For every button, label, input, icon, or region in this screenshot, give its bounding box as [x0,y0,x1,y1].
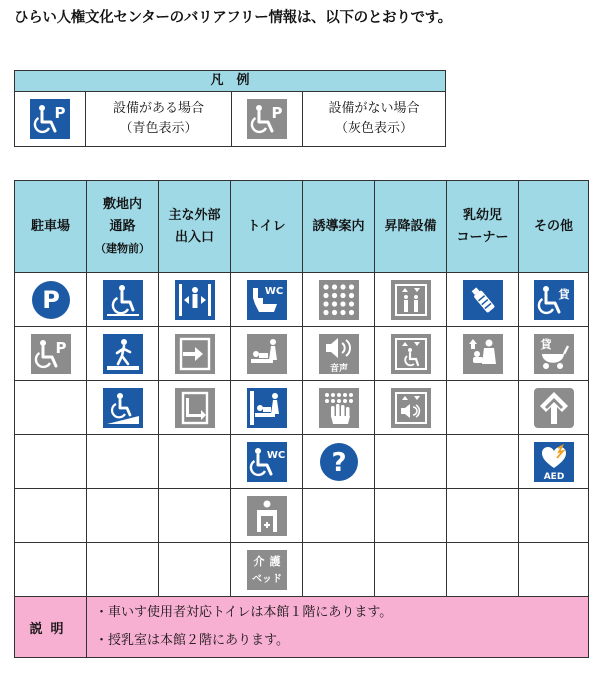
cell [87,543,159,597]
wheelchair-parking-icon [247,99,287,139]
evacuation-direction-icon [534,388,574,428]
nursing-room-icon [463,334,503,374]
wheelchair-parking-icon [31,334,71,374]
cell [519,543,589,597]
facility-table [14,180,589,658]
ostomate-icon [247,496,287,536]
wc-icon-text: WC [264,285,283,297]
cell [231,489,303,543]
cell [87,381,159,435]
p-icon-text: P [271,104,283,122]
aed-icon [534,442,574,482]
cell [231,327,303,381]
notes-body [87,597,589,658]
cell [303,435,375,489]
kaigo-icon-text-3: ベッド [251,573,282,585]
note-line: ・授乳室は本館２階にあります。 [95,633,289,648]
cell [231,435,303,489]
elevator-wheelchair-icon [391,334,431,374]
cell [15,543,87,597]
cell [375,489,447,543]
cell [447,327,519,381]
legend-available-note: （青色表示） [119,121,198,136]
cell [15,489,87,543]
cell [159,327,231,381]
cell [159,381,231,435]
baby-changing-icon [247,334,287,374]
cell [519,489,589,543]
cell [87,489,159,543]
cell [303,381,375,435]
exit-door-icon [175,388,215,428]
ramp-icon [103,388,143,428]
header-nursing-line1: 乳幼児 [462,207,502,223]
kashi-icon-text: 貸 [540,337,551,351]
legend-table [14,70,446,147]
header-parking: 駐車場 [15,181,87,273]
legend-unavailable-icon-cell [232,92,303,147]
cell [159,273,231,327]
cell [375,435,447,489]
cell [231,543,303,597]
header-nursing-line2: コーナー [456,229,509,245]
cell [87,435,159,489]
cell [303,489,375,543]
elevator-icon [391,280,431,320]
page-title: ひらい人権文化センターのバリアフリー情報は、以下のとおりです。 [14,10,452,26]
header-guidance: 誘導案内 [303,181,375,273]
p-icon-text: P [41,285,60,314]
notes-label: 説明 [15,597,87,658]
cell [159,435,231,489]
accessible-toilet-icon [247,442,287,482]
kaigo-icon-text-2: 護 [269,554,280,568]
cell [87,273,159,327]
header-elevator: 昇降設備 [375,181,447,273]
cell [159,489,231,543]
wheelchair-rental-icon [534,280,574,320]
cell [15,435,87,489]
cell [447,489,519,543]
automatic-door-icon [175,280,215,320]
question-icon-text: ? [330,447,347,478]
wheelchair-icon [103,280,143,320]
cell [447,435,519,489]
onsei-icon-text: 音声 [329,363,348,374]
cell [375,327,447,381]
header-path-sub: （建物前） [95,241,150,255]
p-icon-text: P [55,338,66,357]
cell [303,273,375,327]
header-toilet: トイレ [231,181,303,273]
parking-icon [31,280,71,320]
legend-unavailable-text [303,92,446,147]
cell [231,381,303,435]
cell [303,543,375,597]
p-icon-text: P [54,104,66,122]
header-path-line1: 敷地内 [102,196,142,212]
legend-available-label: 設備がある場合 [112,101,204,116]
header-entrance-line2: 出入口 [174,229,214,245]
wheelchair-parking-icon [30,99,70,139]
cell [15,273,87,327]
cell [375,381,447,435]
cell [519,381,589,435]
elevator-audio-icon [391,388,431,428]
cell [87,327,159,381]
wc-icon-text: WC [266,449,285,461]
legend-unavailable-note: （灰色表示） [334,121,413,136]
step-free-entrance-icon [103,334,143,374]
kaigo-icon-text-1: 介 [253,554,264,568]
audio-guidance-icon [319,334,359,374]
cell [519,273,589,327]
cell [519,435,589,489]
kashi-icon-text: 貸 [558,287,569,301]
legend-unavailable-label: 設備がない場合 [328,101,420,116]
cell [159,543,231,597]
legend-available-text [86,92,232,147]
stroller-rental-icon [534,334,574,374]
cell [447,381,519,435]
header-path-line2: 通路 [109,218,136,234]
baby-bottle-icon [463,280,503,320]
ostomate-toilet-icon [247,280,287,320]
header-entrance [159,181,231,273]
braille-guide-icon [319,388,359,428]
cell [447,543,519,597]
cell [519,327,589,381]
cell [375,543,447,597]
header-path [87,181,159,273]
header-entrance-line1: 主な外部 [168,207,221,223]
cell [447,273,519,327]
cell [15,381,87,435]
aed-icon-text: AED [543,471,564,482]
cell [231,273,303,327]
header-other: その他 [519,181,589,273]
cell [15,327,87,381]
cell [375,273,447,327]
header-nursing [447,181,519,273]
care-bed-icon [247,550,287,590]
legend-title: 凡 例 [15,71,446,92]
legend-available-icon-cell [15,92,86,147]
baby-changing-icon [247,388,287,428]
question-icon [319,442,359,482]
note-line: ・車いす使用者対応トイレは本館１階にあります。 [95,605,393,620]
cell [303,327,375,381]
entrance-door-icon [175,334,215,374]
braille-block-icon [319,280,359,320]
